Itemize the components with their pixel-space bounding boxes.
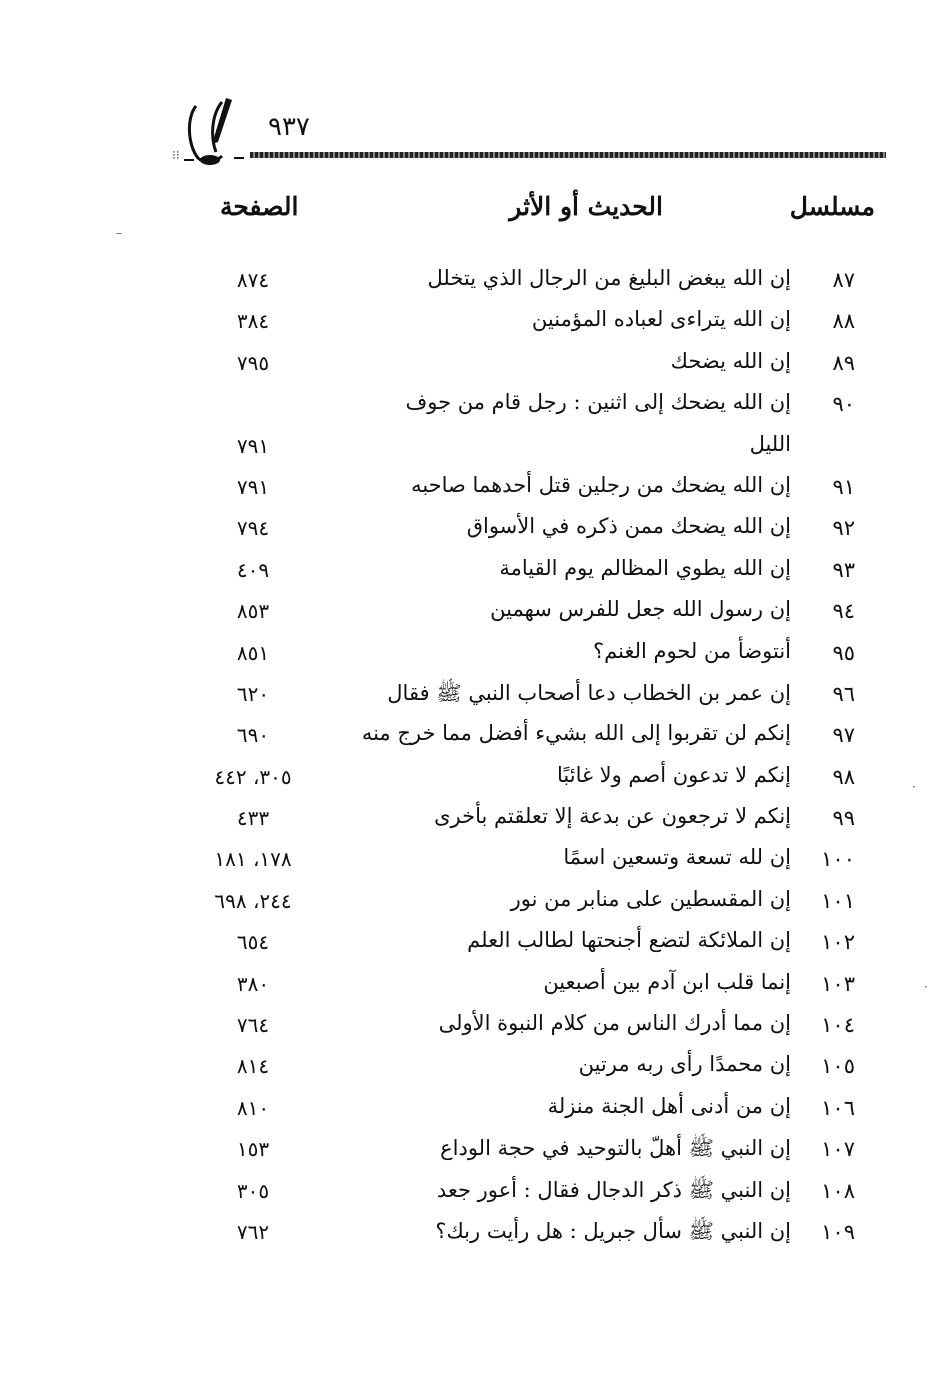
page-reference: ٨٥٣ [236,599,270,624]
serial-number: ٩١ [832,474,855,499]
list-item [0,1007,937,1048]
list-item [0,593,937,634]
list-item [0,1214,937,1255]
hadith-text: الليل [749,431,791,456]
serial-number: ١٠٣ [821,971,855,996]
header-rule [250,152,886,158]
scan-speck: · [924,980,928,994]
hadith-text: إنما قلب ابن آدم بين أصبعين [543,969,791,994]
list-item [0,469,937,510]
serial-number: ١٠٧ [821,1137,855,1162]
hadith-text: إن الله يضحك ممن ذكره في الأسواق [466,514,791,539]
page-reference: ٦٥٤ [236,930,270,955]
column-header-page: الصفحة [220,192,299,221]
page-reference: ١٥٣ [236,1137,270,1162]
page-reference: ٧٦٢ [236,1219,270,1244]
list-item [0,800,937,841]
serial-number: ٩٠ [832,392,855,417]
hadith-text: إن النبي ﷺ ذكر الدجال فقال : أعور جعد [436,1177,791,1202]
column-header-title: الحديث أو الأثر [509,192,663,221]
hadith-text: إنكم لا تدعون أصم ولا غائبًا [557,762,791,787]
serial-number: ٨٧ [832,268,855,292]
serial-number: ٩٢ [832,516,855,541]
hadith-text: إنكم لن تقربوا إلى الله بشيء أفضل مما خرج منه [361,721,791,746]
serial-number: ٩٧ [832,723,855,748]
page-reference: ٣٠٥، ٤٤٢ [214,764,292,789]
page-reference: ٢٤٤، ٦٩٨ [214,888,292,913]
serial-number: ٨٩ [832,350,855,375]
hadith-text: إن الملائكة لتضع أجنحتها لطالب العلم [467,928,791,953]
hadith-text: أنتوضأ من لحوم الغنم؟ [593,638,791,663]
serial-number: ٩٨ [832,764,855,789]
page-reference: ٣٨٠ [236,971,270,996]
serial-number: ١٠١ [821,888,855,913]
page-number: ٩٣٧ [268,112,310,142]
page-header [172,92,888,172]
page-reference: ٣٨٤ [236,309,270,334]
list-item [0,635,937,676]
page-reference: ٨١٠ [236,1095,270,1120]
list-item [0,717,937,758]
page-reference: ٧٩٤ [236,516,270,541]
page-reference: ٦٢٠ [236,681,270,706]
serial-number: ١٠٥ [821,1054,855,1079]
list-item [0,262,937,303]
list-item [0,386,937,427]
list-item [0,552,937,593]
hadith-text: إن الله يضحك إلى اثنين : رجل قام من جوف [405,390,791,415]
page-reference: ٤٣٣ [236,806,270,831]
serial-number: ١٠٩ [821,1219,855,1244]
page-reference: ٧٩١ [236,474,270,499]
hadith-text: إن مما أدرك الناس من كلام النبوة الأولى [438,1011,791,1036]
page-reference: ٧٩١ [236,433,270,458]
serial-number: ١٠٨ [821,1178,855,1203]
hadith-text: إن الله يتراءى لعباده المؤمنين [531,307,791,332]
list-item [0,1090,937,1131]
list-item [0,841,937,882]
hadith-text: إن النبي ﷺ أهلّ بالتوحيد في حجة الوداع [440,1136,791,1161]
list-item [0,510,937,551]
list-item [0,1131,937,1172]
list-item [0,759,937,800]
hadith-text: إن الله يضحك من رجلين قتل أحدهما صاحبه [411,472,791,497]
hadith-text: إن المقسطين على منابر من نور [510,886,791,911]
page-reference: ٨٧٤ [236,268,270,292]
serial-number: ١٠٠ [821,847,855,872]
hadith-text: إن عمر بن الخطاب دعا أصحاب النبي ﷺ فقال [387,680,791,705]
serial-number: ٨٨ [832,309,855,334]
serial-number: ٩٦ [832,681,855,706]
scan-speck: · [912,780,916,794]
hadith-text: إن النبي ﷺ سأل جبريل : هل رأيت ربك؟ [435,1218,791,1243]
hadith-text: إن الله يبغض البليغ من الرجال الذي يتخلل [427,266,791,290]
serial-number: ١٠٢ [821,930,855,955]
serial-number: ٩٣ [832,557,855,582]
scan-speck: – [116,226,122,240]
column-header-serial: مسلسل [789,192,875,221]
serial-number: ١٠٦ [821,1095,855,1120]
list-item [0,1048,937,1089]
hadith-text: إن رسول الله جعل للفرس سهمين [490,597,791,622]
list-item [0,924,937,965]
header-tick-mark: ⁝⁝ [172,148,180,162]
hadith-text: إن لله تسعة وتسعين اسمًا [563,845,791,870]
page-reference: ١٧٨، ١٨١ [214,847,292,872]
page-reference: ٣٠٥ [236,1178,270,1203]
serial-number: ٩٥ [832,640,855,665]
serial-number: ١٠٤ [821,1013,855,1038]
list-item [0,966,937,1007]
serial-number: ٩٩ [832,806,855,831]
page-reference: ٨١٤ [236,1054,270,1079]
page-reference: ٨٥١ [236,640,270,665]
list-item [0,428,937,469]
list-item [0,345,937,386]
list-item [0,303,937,344]
hadith-text: إنكم لا ترجعون عن بدعة إلا تعلقتم بأخرى [434,804,791,829]
hadith-text: إن الله يطوي المظالم يوم القيامة [499,555,791,580]
page-reference: ٧٩٥ [236,350,270,375]
quill-scroll-ornament-icon [182,96,246,168]
page-reference: ٦٩٠ [236,723,270,748]
hadith-text: إن الله يضحك [670,348,791,373]
list-item [0,883,937,924]
page-reference: ٧٦٤ [236,1013,270,1038]
hadith-index-list [0,262,937,1255]
list-item [0,676,937,717]
hadith-text: إن محمدًا رأى ربه مرتين [578,1052,791,1077]
list-item [0,1173,937,1214]
page-reference: ٤٠٩ [236,557,270,582]
serial-number: ٩٤ [832,599,855,624]
hadith-text: إن من أدنى أهل الجنة منزلة [547,1093,791,1118]
